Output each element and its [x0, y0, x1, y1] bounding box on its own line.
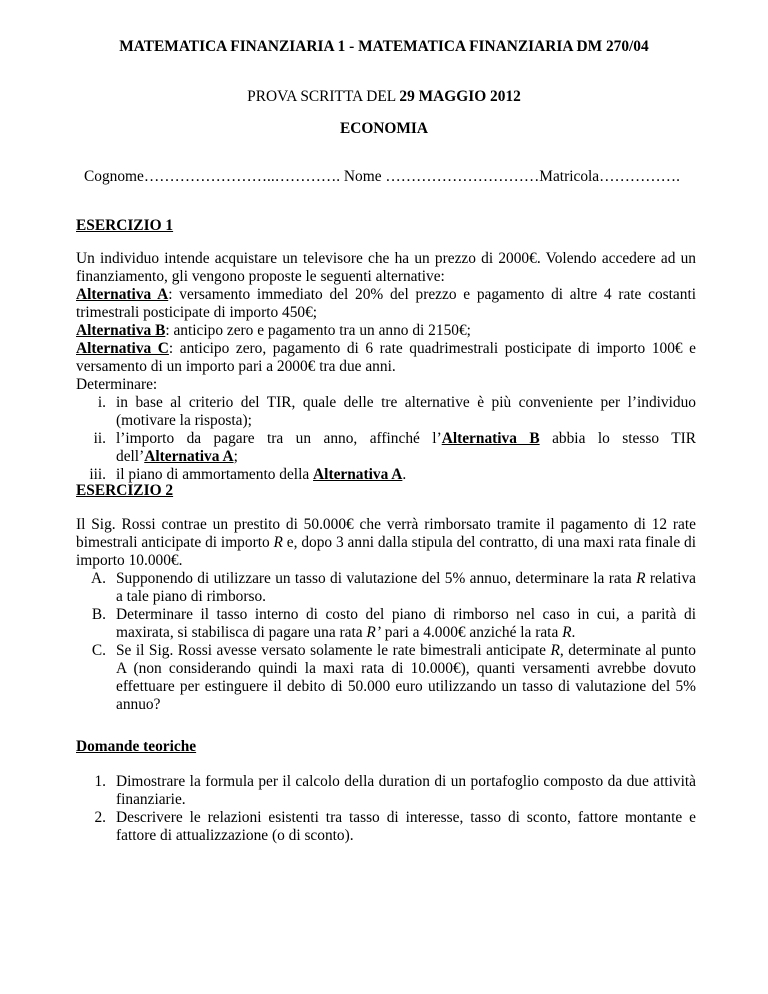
item-text: abbia lo stesso TIR dell’ [116, 430, 696, 465]
exam-date-line [0, 88, 768, 106]
item-text: Supponendo di utilizzare un tasso di valutazione del 5% annuo, determinare la rata [116, 570, 637, 587]
alternativa-a-text: : versamento immediato del 20% del prezzo e pagamento di altre 4 rate costanti trimestrali posticipate di importo 450€; [76, 286, 696, 321]
alternativa-b [76, 322, 696, 340]
item-var: R [562, 624, 572, 641]
intro-text: Il Sig. Rossi contrae un prestito di 50.000€ che verrà rimborsato tramite il pagamento di 12 rate bimestrali anticipate di importo [76, 516, 696, 551]
alternativa-b-text: : anticipo zero e pagamento tra un anno di 2150€; [165, 322, 471, 339]
alternativa-c [76, 340, 696, 376]
alternativa-a-label: Alternativa A [76, 286, 169, 303]
item-marker: B. [91, 606, 106, 623]
teoria-body [76, 773, 696, 845]
item-text: . [571, 624, 576, 641]
esercizio1-title: ESERCIZIO 1 [76, 217, 174, 234]
item-marker: iii. [89, 466, 106, 483]
item-text: in base al criterio del TIR, quale delle tre alternative è più conveniente per l’individuo (motivare la risposta); [116, 394, 696, 429]
esercizio2-body [76, 516, 696, 714]
list-item [76, 773, 696, 809]
item-text: ; [233, 448, 238, 465]
item-marker: C. [91, 642, 106, 659]
item-var: R’ [366, 624, 381, 641]
item-text: pari a 4.000€ anziché la rata [380, 624, 563, 641]
esercizio1-intro: Un individuo intende acquistare un televisore che ha un prezzo di 2000€. Volendo accedere ad un finanziamento, gli vengono proposte le seguenti alternative: [76, 250, 696, 285]
list-item [76, 570, 696, 606]
esercizio1-points [76, 394, 696, 484]
list-item [76, 606, 696, 642]
item-bold: Alternativa B [441, 430, 540, 447]
item-text: Determinare il tasso interno di costo del piano di rimborso nel caso in cui, a parità di maxirata, si stabilisca di pagare una rata [116, 606, 696, 641]
item-text: Dimostrare la formula per il calcolo della duration di un portafoglio composto da due attività finanziarie. [116, 773, 696, 808]
alternativa-c-label: Alternativa C [76, 340, 169, 357]
item-bold: Alternativa A [144, 448, 234, 465]
alternativa-c-text: : anticipo zero, pagamento di 6 rate quadrimestrali posticipate di importo 100€ e versamento di un importo pari a 2000€ tra due anni. [76, 340, 696, 375]
determinare: Determinare: [76, 376, 158, 393]
teoria-points [76, 773, 696, 845]
esercizio1-body [76, 250, 696, 484]
item-marker: i. [97, 394, 106, 411]
item-marker: ii. [93, 430, 106, 447]
teoria-title: Domande teoriche [76, 738, 197, 755]
item-text: , determinate al punto A (non considerando quindi la maxi rata di 10.000€), quanti versamenti avrebbe dovuto effettuare per estinguere il debito di 50.000 euro utilizzando un tasso di valutazione del 5% annuo? [116, 642, 696, 713]
identity-line: Cognome……………………..…………. Nome …………………………Matricola……………. [84, 168, 680, 185]
item-marker: A. [91, 570, 106, 587]
list-item [76, 394, 696, 430]
alternativa-a [76, 286, 696, 322]
list-item [76, 642, 696, 714]
list-item [76, 430, 696, 466]
item-marker: 2. [94, 809, 106, 826]
esercizio2-intro [76, 516, 696, 570]
item-var: R [636, 570, 646, 587]
item-bold: Alternativa A [313, 466, 403, 483]
item-text: . [402, 466, 407, 483]
alternativa-b-label: Alternativa B [76, 322, 166, 339]
item-text: relativa a tale piano di rimborso. [116, 570, 696, 605]
intro-var: R [273, 534, 283, 551]
item-text: l’importo da pagare tra un anno, affinché l’ [116, 430, 442, 447]
exam-prefix: PROVA SCRITTA DEL [247, 88, 400, 105]
item-var: R [550, 642, 560, 659]
item-text: Se il Sig. Rossi avesse versato solamente le rate bimestrali anticipate [116, 642, 551, 659]
esercizio2-points [76, 570, 696, 714]
item-text: il piano di ammortamento della [116, 466, 314, 483]
course-title: MATEMATICA FINANZIARIA 1 - MATEMATICA FINANZIARIA DM 270/04 [119, 38, 649, 55]
intro-text: e, dopo 3 anni dalla stipula del contratto, di una maxi rata finale di importo 10.000€. [76, 534, 697, 569]
item-marker: 1. [94, 773, 106, 790]
faculty: ECONOMIA [339, 120, 429, 137]
esercizio2-title: ESERCIZIO 2 [76, 482, 174, 499]
item-text: Descrivere le relazioni esistenti tra tasso di interesse, tasso di sconto, fattore montante e fattore di attualizzazione (o di sconto). [116, 809, 696, 844]
exam-date: 29 MAGGIO 2012 [399, 88, 521, 105]
list-item [76, 809, 696, 845]
